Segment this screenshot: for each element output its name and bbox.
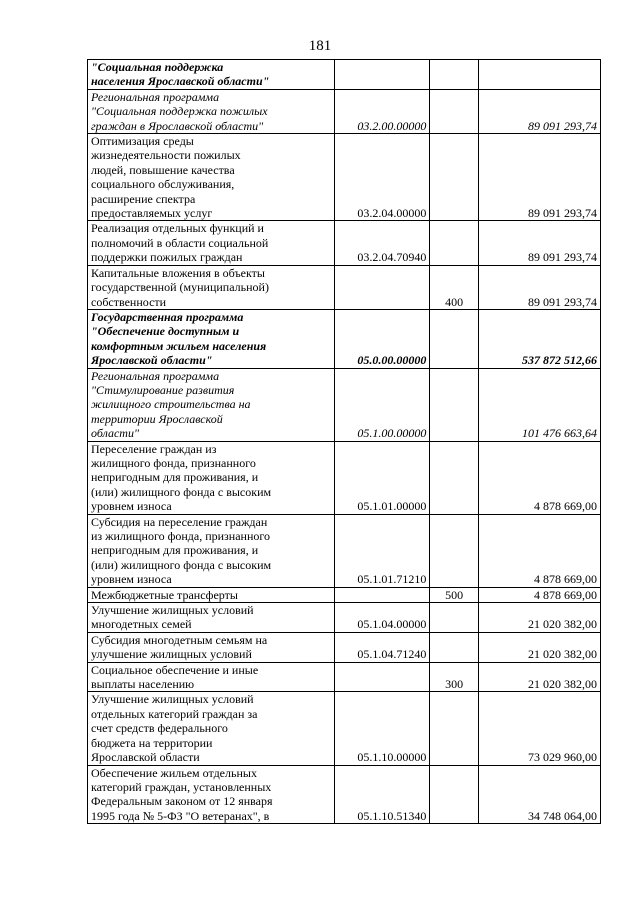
row-name-line: Федеральным законом от 12 января	[91, 794, 273, 809]
row-type-cell	[430, 765, 478, 824]
table-row	[88, 221, 601, 265]
row-amount-cell	[478, 60, 600, 90]
row-type-cell: 500	[430, 587, 478, 602]
row-name-line: Капитальные вложения в объекты	[91, 265, 265, 280]
row-name-line: собственности	[91, 294, 167, 309]
table-row	[88, 60, 601, 90]
row-name-cell	[88, 692, 335, 765]
row-name-line: жилищного строительства на	[91, 397, 251, 412]
row-name-line: Оптимизация среды	[91, 134, 194, 149]
row-name-line: категорий граждан, установленных	[91, 779, 272, 794]
row-name-cell	[88, 134, 335, 221]
row-name-cell	[88, 265, 335, 309]
row-name-line: граждан в Ярославской области"	[91, 118, 264, 133]
table-row	[88, 265, 601, 309]
row-code-cell	[334, 60, 430, 90]
row-type-cell	[430, 692, 478, 765]
row-name-line: Субсидия на переселение граждан	[91, 514, 268, 529]
row-name-line: области"	[91, 426, 139, 441]
row-name-cell	[88, 89, 335, 133]
row-name-line: "Стимулирование развития	[91, 382, 235, 397]
row-name-line: предоставляемых услуг	[91, 206, 213, 221]
table-row	[88, 368, 601, 441]
row-name-line: Ярославской области"	[91, 353, 213, 368]
row-name-line: Обеспечение жильем отдельных	[91, 765, 257, 780]
row-name-cell	[88, 662, 335, 692]
row-code-cell: 03.2.04.70940	[334, 221, 430, 265]
row-type-cell	[430, 89, 478, 133]
row-name-cell	[88, 221, 335, 265]
table-row	[88, 603, 601, 633]
row-type-cell	[430, 309, 478, 368]
row-code-cell: 03.2.00.00000	[334, 89, 430, 133]
row-name-cell	[88, 60, 335, 90]
row-code-cell: 05.1.10.00000	[334, 692, 430, 765]
budget-table-body	[88, 60, 601, 824]
row-name-cell	[88, 309, 335, 368]
row-type-cell	[430, 60, 478, 90]
row-name-line: государственной (муниципальной)	[91, 280, 269, 295]
row-name-line: Улучшение жилищных условий	[91, 692, 254, 707]
row-name-line: расширение спектра	[91, 191, 196, 206]
row-amount-cell: 21 020 382,00	[478, 603, 600, 633]
row-name-line: Межбюджетные трансферты	[91, 587, 238, 602]
row-name-line: из жилищного фонда, признанного	[91, 529, 270, 543]
row-amount-cell: 21 020 382,00	[478, 632, 600, 662]
row-name-line: отдельных категорий граждан за	[91, 706, 258, 721]
row-name-line: населения Ярославской области"	[91, 74, 270, 89]
row-name-cell	[88, 632, 335, 662]
row-name-line: (или) жилищного фонда с высоким	[91, 484, 272, 499]
row-name-line: улучшение жилищных условий	[91, 647, 252, 662]
row-code-cell	[334, 662, 430, 692]
row-name-cell	[88, 765, 335, 824]
row-name-cell	[88, 587, 335, 602]
row-amount-cell: 4 878 669,00	[478, 514, 600, 587]
row-name-line: 1995 года № 5-ФЗ "О ветеранах", в	[91, 808, 270, 823]
row-amount-cell: 21 020 382,00	[478, 662, 600, 692]
row-name-line: Региональная программа	[91, 89, 220, 104]
row-name-cell	[88, 368, 335, 441]
row-type-cell	[430, 632, 478, 662]
row-amount-cell: 4 878 669,00	[478, 441, 600, 514]
table-row	[88, 587, 601, 602]
row-name-line: "Социальная поддержка	[91, 60, 224, 74]
row-name-line: Реализация отдельных функций и	[91, 221, 264, 236]
row-name-line: выплаты населению	[91, 677, 195, 692]
row-name-cell	[88, 603, 335, 633]
table-row	[88, 692, 601, 765]
row-type-cell: 400	[430, 265, 478, 309]
row-name-line: непригодным для проживания, и	[91, 470, 259, 485]
table-row	[88, 309, 601, 368]
row-amount-cell: 4 878 669,00	[478, 587, 600, 602]
row-name-line: многодетных семей	[91, 617, 192, 632]
table-row	[88, 662, 601, 692]
row-code-cell: 05.1.01.00000	[334, 441, 430, 514]
table-row	[88, 632, 601, 662]
row-name-line: жизнедеятельности пожилых	[91, 148, 241, 163]
row-name-line: социального обслуживания,	[91, 177, 235, 192]
row-name-line: комфортным жильем населения	[91, 338, 267, 353]
row-name-line: Ярославской области	[91, 750, 200, 765]
row-amount-cell: 89 091 293,74	[478, 221, 600, 265]
row-name-line: жилищного фонда, признанного	[91, 455, 256, 470]
row-name-cell	[88, 514, 335, 587]
row-name-line: "Обеспечение доступным и	[91, 324, 240, 339]
row-name-line: Улучшение жилищных условий	[91, 603, 254, 618]
row-name-line: бюджета на территории	[91, 735, 213, 750]
row-name-line: Переселение граждан из	[91, 441, 217, 456]
row-name-line: поддержки пожилых граждан	[91, 250, 243, 265]
table-row	[88, 134, 601, 221]
row-type-cell	[430, 514, 478, 587]
row-amount-cell: 101 476 663,64	[478, 368, 600, 441]
row-amount-cell: 89 091 293,74	[478, 265, 600, 309]
row-code-cell: 05.1.01.71210	[334, 514, 430, 587]
row-amount-cell: 89 091 293,74	[478, 134, 600, 221]
table-row	[88, 89, 601, 133]
row-name-line: Социальное обеспечение и иные	[91, 662, 259, 677]
row-name-line: Субсидия многодетным семьям на	[91, 632, 268, 647]
row-type-cell	[430, 441, 478, 514]
row-amount-cell: 537 872 512,66	[478, 309, 600, 368]
page-number: 181	[308, 38, 332, 54]
row-amount-cell: 34 748 064,00	[478, 765, 600, 824]
row-code-cell: 05.1.10.51340	[334, 765, 430, 824]
row-type-cell	[430, 221, 478, 265]
row-code-cell: 05.1.04.71240	[334, 632, 430, 662]
table-row	[88, 514, 601, 587]
row-name-line: полномочий в области социальной	[91, 235, 269, 250]
row-type-cell	[430, 603, 478, 633]
row-name-line: "Социальная поддержка пожилых	[91, 104, 268, 119]
row-code-cell: 03.2.04.00000	[334, 134, 430, 221]
table-row	[88, 765, 601, 824]
row-name-line: (или) жилищного фонда с высоким	[91, 557, 272, 572]
row-name-line: Региональная программа	[91, 368, 220, 383]
row-name-line: Государственная программа	[91, 309, 244, 324]
row-code-cell: 05.1.00.00000	[334, 368, 430, 441]
table-row	[88, 441, 601, 514]
row-name-line: уровнем износа	[91, 572, 172, 587]
row-name-line: людей, повышение качества	[91, 162, 235, 177]
row-amount-cell: 89 091 293,74	[478, 89, 600, 133]
row-code-cell	[334, 587, 430, 602]
row-type-cell: 300	[430, 662, 478, 692]
row-code-cell: 05.0.00.00000	[334, 309, 430, 368]
row-name-cell	[88, 441, 335, 514]
row-code-cell: 05.1.04.00000	[334, 603, 430, 633]
row-name-line: территории Ярославской	[91, 411, 223, 426]
row-name-line: непригодным для проживания, и	[91, 543, 259, 558]
row-code-cell	[334, 265, 430, 309]
row-type-cell	[430, 368, 478, 441]
row-amount-cell: 73 029 960,00	[478, 692, 600, 765]
row-name-line: счет средств федерального	[91, 721, 228, 736]
budget-table	[87, 59, 601, 824]
row-name-line: уровнем износа	[91, 499, 172, 514]
row-type-cell	[430, 134, 478, 221]
